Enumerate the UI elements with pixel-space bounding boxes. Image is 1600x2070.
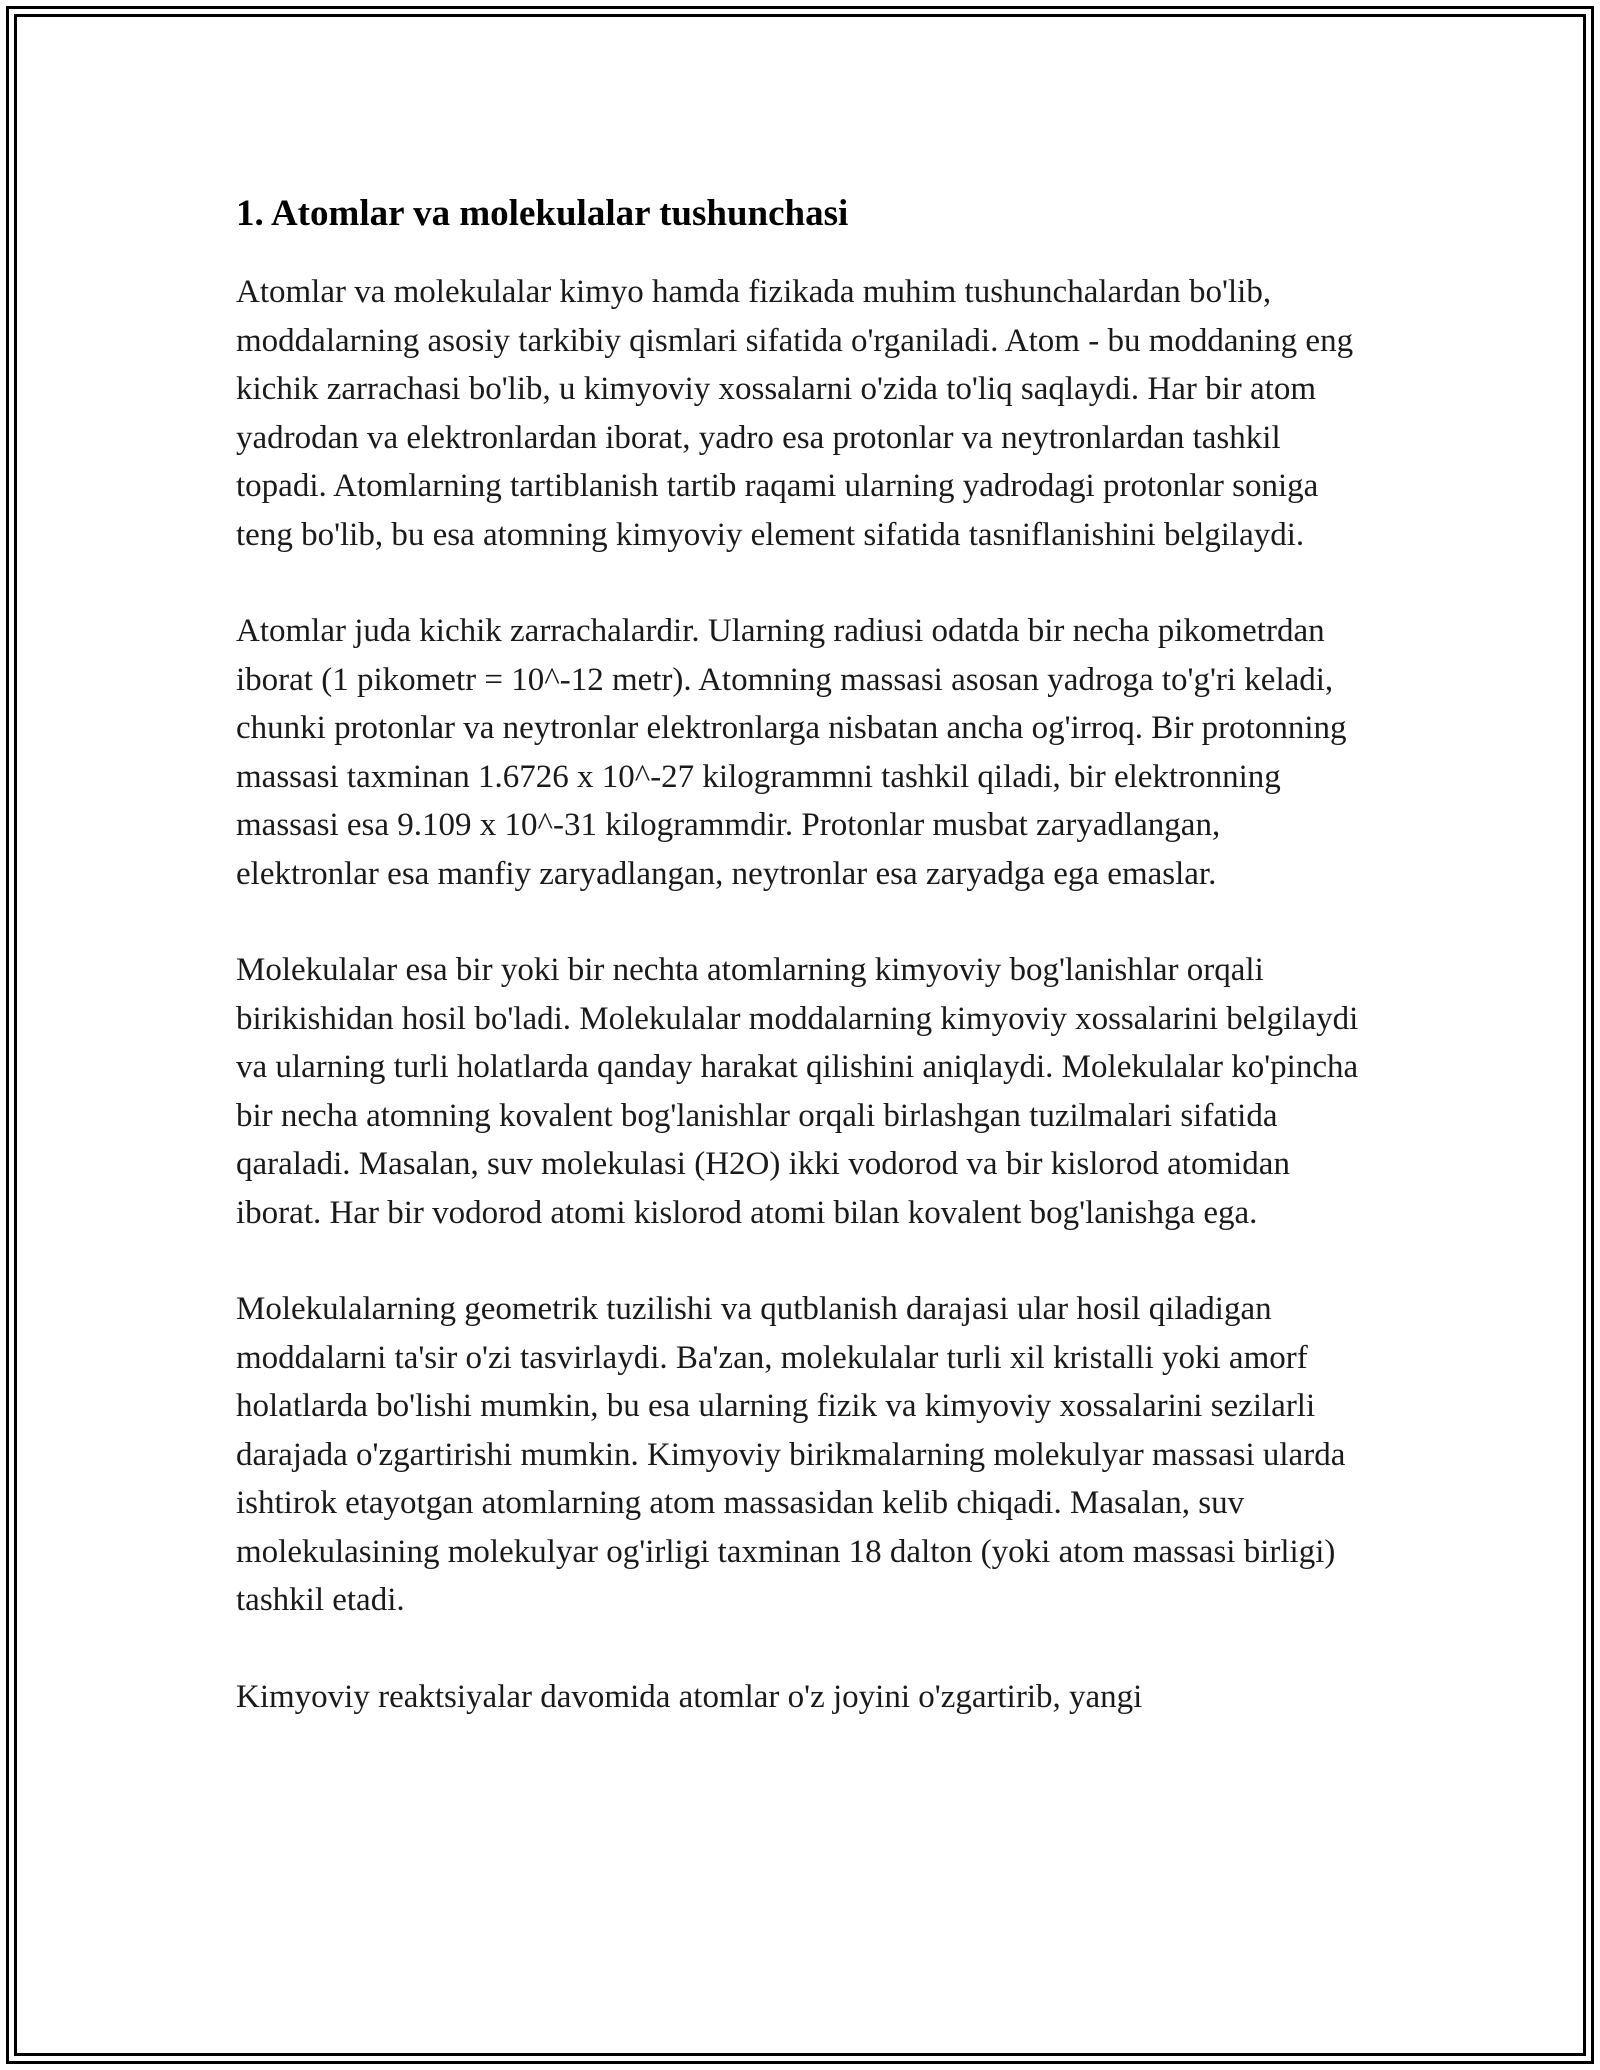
paragraph-molecules: Molekulalar esa bir yoki bir nechta atomlarning kimyoviy bog'lanishlar orqali birikishidan hosil bo'ladi. Molekulalar moddalarning kimyoviy xossalarini belgilaydi va ularning turli holatlarda qanday harakat qilishini aniqlaydi. Molekulalar ko'pincha bir necha atomning kovalent bog'lanishlar orqali birlashgan tuzilmalari sifatida qaraladi. Masalan, suv molekulasi (H2O) ikki vodorod va bir kislorod atomidan iborat. Har bir vodorod atomi kislorod atomi bilan kovalent bog'lanishga ega. bbox=[236, 952, 1359, 1231]
section-heading: 1. Atomlar va molekulalar tushunchasi bbox=[236, 193, 849, 234]
paragraph-molecular-structure: Molekulalarning geometrik tuzilishi va qutblanish darajasi ular hosil qiladigan moddalarni ta'sir o'zi tasvirlaydi. Ba'zan, molekulalar turli xil kristalli yoki amorf holatlarda bo'lishi mumkin, bu esa ularning fizik va kimyoviy xossalarini sezilarli darajada o'zgartirishi mumkin. Kimyoviy birikmalarning molekulyar massasi ularda ishtirok etayotgan atomlarning atom massasidan kelib chiqadi. Masalan, suv molekulasining molekulyar og'irligi taxminan 18 dalton (yoki atom massasi birligi) tashkil etadi. bbox=[236, 1291, 1346, 1618]
paragraph-atom-size-mass: Atomlar juda kichik zarrachalardir. Ularning radiusi odatda bir necha pikometrdan iborat (1 pikometr = 10^-12 metr). Atomning massasi asosan yadroga to'g'ri keladi, chunki protonlar va neytronlar elektronlarga nisbatan ancha og'irroq. Bir protonning massasi taxminan 1.6726 x 10^-27 kilogrammni tashkil qiladi, bir elektronning massasi esa 9.109 x 10^-31 kilogrammdir. Protonlar musbat zaryadlangan, elektronlar esa manfiy zaryadlangan, neytronlar esa zaryadga ega emaslar. bbox=[236, 613, 1347, 892]
paragraph-atoms-intro: Atomlar va molekulalar kimyo hamda fizikada muhim tushunchalardan bo'lib, moddalarning asosiy tarkibiy qismlari sifatida o'rganiladi. Atom - bu moddaning eng kichik zarrachasi bo'lib, u kimyoviy xossalarni o'zida to'liq saqlaydi. Har bir atom yadrodan va elektronlardan iborat, yadro esa protonlar va neytronlardan tashkil topadi. Atomlarning tartiblanish tartib raqami ularning yadrodagi protonlar soniga teng bo'lib, bu esa atomning kimyoviy element sifatida tasniflanishini belgilaydi. bbox=[236, 274, 1354, 553]
document-body bbox=[236, 188, 1366, 1721]
paragraph-chemical-reactions: Kimyoviy reaktsiyalar davomida atomlar o'z joyini o'zgartirib, yangi bbox=[236, 1678, 1143, 1715]
